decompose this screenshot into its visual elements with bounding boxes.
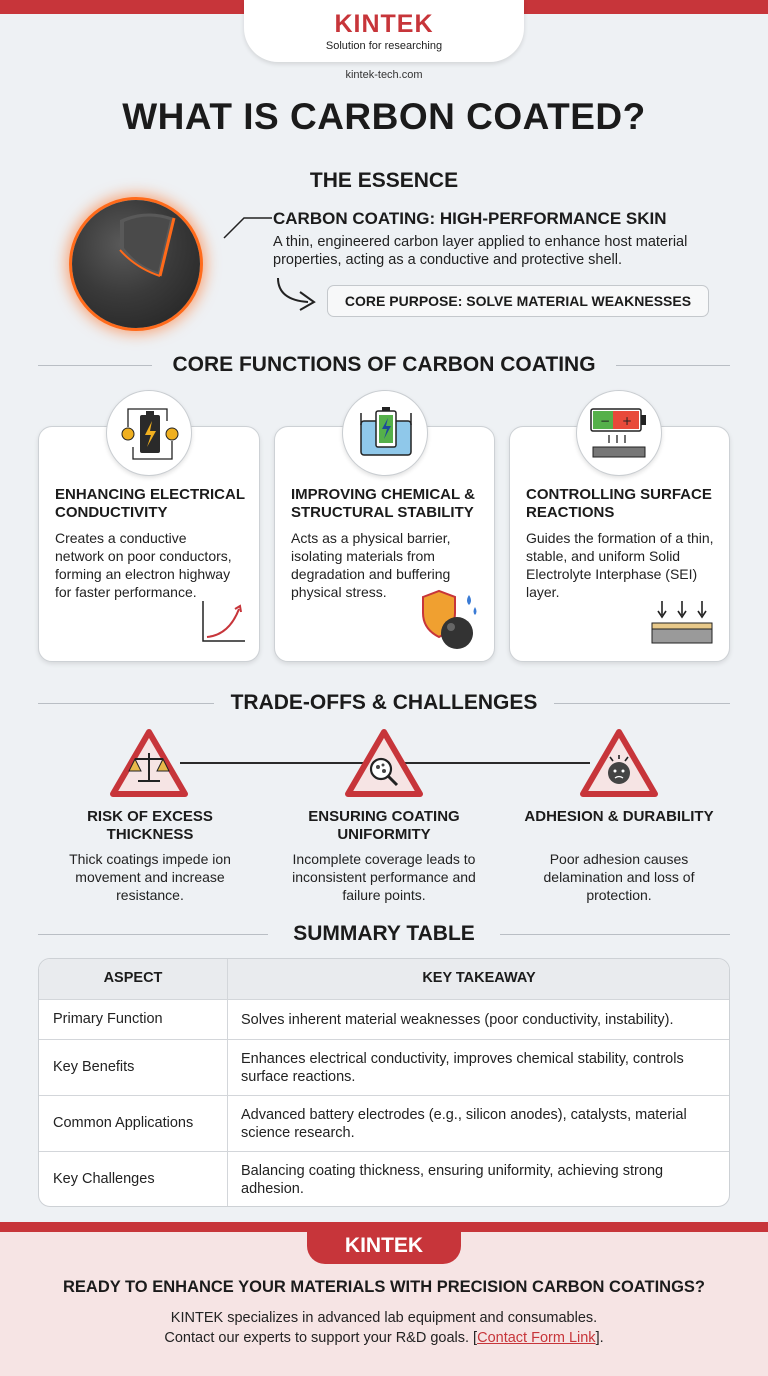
table-row	[39, 1039, 730, 1095]
footer-text	[0, 1308, 768, 1348]
card-title: ENHANCING ELECTRICAL CONDUCTIVITY	[55, 486, 245, 521]
logo-tagline: Solution for researching	[325, 40, 443, 52]
card-title: IMPROVING CHEMICAL & STRUCTURAL STABILITY	[291, 486, 475, 521]
table-row	[39, 1095, 730, 1151]
growth-chart-icon	[199, 597, 247, 645]
footer-cta-heading: READY TO ENHANCE YOUR MATERIALS WITH PRECISION CARBON COATINGS?	[62, 1278, 705, 1296]
footer-logo: KINTEK	[307, 1228, 461, 1264]
challenges-section-title: TRADE-OFFS & CHALLENGES	[230, 691, 538, 714]
card-text: Creates a conductive network on poor conductors, forming an electron highway for faster performance.	[55, 530, 232, 600]
footer-line-2-prefix: Contact our experts to support your R&D goals. [	[164, 1330, 478, 1346]
table-cell-aspect: Key Challenges	[53, 1171, 155, 1187]
card-title: CONTROLLING SURFACE REACTIONS	[526, 486, 712, 521]
challenge-title: RISK OF EXCESS THICKNESS	[87, 808, 213, 843]
table-cell-takeaway: Solves inherent material weaknesses (poor conductivity, instability).	[241, 1012, 674, 1028]
footer-line-1: KINTEK specializes in advanced lab equipment and consumables.	[170, 1310, 598, 1326]
battery-layer-icon	[576, 390, 662, 476]
card-text: Guides the formation of a thin, stable, and uniform Solid Electrolyte Interphase (SEI) layer.	[526, 530, 714, 600]
core-purpose-badge: CORE PURPOSE: SOLVE MATERIAL WEAKNESSES	[327, 285, 709, 317]
table-cell-aspect: Common Applications	[53, 1115, 194, 1131]
table-row	[39, 999, 730, 1039]
footer-line-2	[0, 1328, 768, 1348]
battery-beaker-icon	[342, 390, 428, 476]
card-text: Acts as a physical barrier, isolating materials from degradation and buffering physical stress.	[291, 530, 451, 600]
essence-description: A thin, engineered carbon layer applied to enhance host material properties, acting as a conductive and protective shell.	[273, 234, 688, 268]
shield-ball-icon	[413, 585, 483, 655]
curved-arrow-icon	[274, 276, 322, 314]
kintek-logo: KINTEK	[334, 10, 434, 38]
svg-text:+: +	[622, 414, 633, 428]
table-cell-aspect: Primary Function	[53, 1011, 163, 1027]
table-cell-takeaway: Advanced battery electrodes (e.g., silicon anodes), catalysts, material science research.	[241, 1107, 687, 1141]
table-cell-takeaway: Balancing coating thickness, ensuring uniformity, achieving strong adhesion.	[241, 1163, 664, 1197]
sphere-cutaway-icon	[116, 210, 206, 290]
essence-section-title: THE ESSENCE	[309, 169, 459, 192]
challenge-title: ADHESION & DURABILITY	[524, 808, 714, 825]
battery-circuit-icon	[106, 390, 192, 476]
sei-layer-icon	[648, 597, 716, 649]
challenge-text: Poor adhesion causes delamination and loss of protection.	[543, 851, 695, 903]
contact-form-link[interactable]: Contact Form Link	[477, 1330, 596, 1346]
svg-text:−: −	[600, 414, 611, 428]
summary-table	[38, 958, 730, 1207]
table-header-row	[39, 959, 730, 999]
table-cell-takeaway: Enhances electrical conductivity, improves chemical stability, controls surface reactions.	[241, 1051, 684, 1085]
summary-section-title: SUMMARY TABLE	[293, 922, 475, 945]
table-column-divider	[227, 959, 228, 1207]
footer-line-2-suffix: ].	[595, 1330, 604, 1346]
essence-heading: CARBON COATING: HIGH-PERFORMANCE SKIN	[273, 209, 667, 228]
challenge-text: Thick coatings impede ion movement and increase resistance.	[69, 851, 231, 903]
challenge-title: ENSURING COATING UNIFORMITY	[308, 808, 460, 843]
scale-warning-icon	[108, 727, 190, 799]
website-url[interactable]: kintek-tech.com	[345, 69, 423, 81]
challenge-text: Incomplete coverage leads to inconsistent performance and failure points.	[292, 851, 476, 903]
header-logo-tab	[244, 0, 524, 62]
table-header-cell: KEY TAKEAWAY	[422, 970, 536, 986]
pointer-line-icon	[222, 214, 272, 240]
table-cell-aspect: Key Benefits	[53, 1059, 135, 1075]
page-title: WHAT IS CARBON COATED?	[122, 96, 646, 137]
table-row	[39, 1151, 730, 1207]
magnifier-warning-icon	[343, 727, 425, 799]
table-header-cell: ASPECT	[103, 970, 163, 986]
functions-section-title: CORE FUNCTIONS OF CARBON COATING	[172, 353, 596, 376]
particle-warning-icon	[578, 727, 660, 799]
